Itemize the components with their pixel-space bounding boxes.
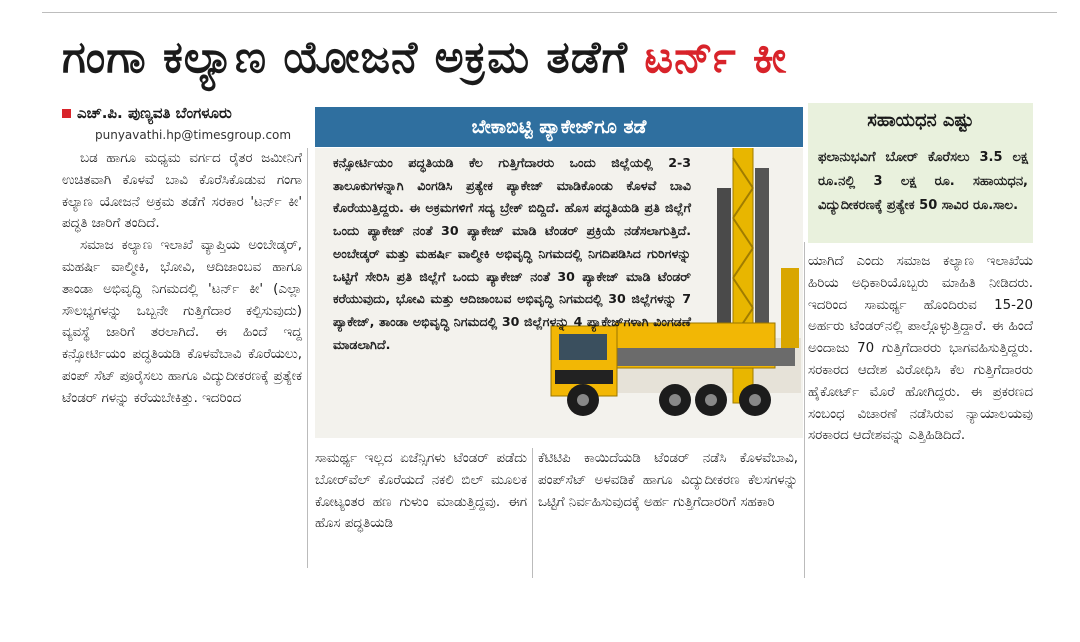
sidebar-text: ಕನ್ಸೋರ್ಟಿಯಂ ಪದ್ಧತಿಯಡಿ ಕೆಲ ಗುತ್ತಿಗೆದಾರರು ಒಂದು ಜಿಲ್ಲೆಯಲ್ಲಿ 2-3 ತಾಲೂಕುಗಳನ್ನಾಗಿ ವಿಂಗಡಿಸಿ ಪ್ರತ್ಯೇಕ ಪ್ಯಾಕೇಜ್ ಮಾಡಿಕೊಂಡು ಕೊಳವೆ ಬಾವಿ ಕೊರೆಯುತ್ತಿದ್ದರು. ಈ ಅಕ್ರಮಗಳಿಗೆ ಸದ್ಯ ಬ್ರೇಕ್ ಬಿದ್ದಿದೆ. ಹೊಸ ಪದ್ಧತಿಯಡಿ ಪ್ರತಿ ಜಿಲ್ಲೆಗೆ ಒಂದು ಪ್ಯಾಕೇಜ್ ನಂತೆ 30 ಪ್ಯಾಕೇಜ್ ಮಾಡಿ ಟೆಂಡರ್ ಪ್ರಕ್ರಿಯೆ ನಡೆಸಲಾಗುತ್ತಿದೆ. ಅಂಬೇಡ್ಕರ್ ಮತ್ತು ಮಹರ್ಷಿ ವಾಲ್ಮೀಕಿ ಅಭಿವೃದ್ಧಿ ನಿಗಮದಲ್ಲಿ ನಿಗದಿಪಡಿಸಿದ ಗುರಿಗಳನ್ನು ಒಟ್ಟಿಗೆ ಸೇರಿಸಿ ಪ್ರತಿ ಜಿಲ್ಲೆಗೆ ಒಂದು ಪ್ಯಾಕೇಜ್ ನಂತೆ 30 ಪ್ಯಾಕೇಜ್ ಮಾಡಿ ಟೆಂಡರ್ ಕರೆಯುವುದು, ಭೋವಿ ಮತ್ತು ಆದಿಜಾಂಬವ ಅಭಿವೃದ್ಧಿ ನಿಗಮದಲ್ಲಿ 30 ಜಿಲ್ಲೆಗಳನ್ನು 7 ಪ್ಯಾಕೇಜ್, ತಾಂಡಾ ಅಭಿವೃದ್ಧಿ ನಿಗಮದಲ್ಲಿ 30 ಜಿಲ್ಲೆಗಳನ್ನು 4 ಪ್ಯಾಕೇಜ್‌ಗಳಾಗಿ ವಿಂಗಡಣೆ ಮಾಡಲಾಗಿದೆ. <box>333 155 691 352</box>
byline-author: ಎಚ್.ಪಿ. ಪುಣ್ಯವತಿ ಬೆಂಗಳೂರು <box>77 104 232 122</box>
paragraph: ಸಮಾಜ ಕಲ್ಯಾಣ ಇಲಾಖೆ ವ್ಯಾಪ್ತಿಯ ಅಂಬೇಡ್ಕರ್, ಮಹರ್ಷಿ ವಾಲ್ಮೀಕಿ, ಭೋವಿ, ಆದಿಜಾಂಬವ ಹಾಗೂ ತಾಂಡಾ ಅಭಿವೃದ್ಧಿ ನಿಗಮದಲ್ಲಿ 'ಟರ್ನ್ ಕೀ' (ಎಲ್ಲಾ ಸೌಲಭ್ಯಗಳನ್ನು ಒಬ್ಬನೇ ಗುತ್ತಿಗೆದಾರ ಕಲ್ಪಿಸುವುದು) ವ್ಯವಸ್ಥೆ ಜಾರಿಗೆ ತರಲಾಗಿದೆ. ಈ ಹಿಂದೆ ಇದ್ದ ಕನ್ಸೋರ್ಟಿಯಂ ಪದ್ಧತಿಯಡಿ ಕೊಳವೆಬಾವಿ ಕೊರೆಯಲು, ಪಂಪ್ ಸೆಟ್ ಪೂರೈಸಲು ಹಾಗೂ ವಿದ್ಯುದೀಕರಣಕ್ಕೆ ಪ್ರತ್ಯೇಕ ಟೆಂಡರ್ ಗಳನ್ನು ಕರೆಯಬೇಕಿತ್ತು. ಇದರಿಂದ <box>62 238 302 406</box>
paragraph: ಸಾಮರ್ಥ್ಯ ಇಲ್ಲದ ಏಜೆನ್ಸಿಗಳು ಟೆಂಡರ್ ಪಡೆದು ಬೋರ್‌ವೆಲ್ ಕೊರೆಯದೆ ನಕಲಿ ಬಿಲ್ ಮೂಲಕ ಕೋಟ್ಯಂತರ ಹಣ ಗುಳುಂ ಮಾಡುತ್ತಿದ್ದವು. ಈಗ ಹೊಸ ಪದ್ಧತಿಯಡಿ <box>315 451 527 532</box>
sidebar-title: ಬೇಕಾಬಿಟ್ಟಿ ಪ್ಯಾಕೇಜ್‌ಗೂ ತಡೆ <box>315 107 803 147</box>
byline-email: punyavathi.hp@timesgroup.com <box>95 128 292 142</box>
byline-bullet-icon <box>62 109 71 118</box>
paragraph: ಯಾಗಿದೆ ಎಂದು ಸಮಾಜ ಕಲ್ಯಾಣ ಇಲಾಖೆಯ ಹಿರಿಯ ಅಧಿಕಾರಿಯೊಬ್ಬರು ಮಾಹಿತಿ ನೀಡಿದರು. ಇದರಿಂದ ಸಾಮರ್ಥ್ಯ ಹೊಂದಿರುವ 15-20 ಅರ್ಹರು ಟೆಂಡರ್‌ನಲ್ಲಿ ಪಾಲ್ಗೊಳ್ಳುತ್ತಿದ್ದಾರೆ. ಈ ಹಿಂದೆ ಅಂದಾಜು 70 ಗುತ್ತಿಗೆದಾರರು ಭಾಗವಹಿಸುತ್ತಿದ್ದರು. ಸರಕಾರದ ಆದೇಶ ವಿರೋಧಿಸಿ ಕೆಲ ಗುತ್ತಿಗೆದಾರರು ಹೈಕೋರ್ಟ್ ಮೊರೆ ಹೋಗಿದ್ದರು. ಈ ಪ್ರಕರಣದ ಸಂಬಂಧ ವಿಚಾರಣೆ ನಡೆಸಿರುವ ನ್ಯಾಯಾಲಯವು ಸರಕಾರದ ಆದೇಶವನ್ನು ಎತ್ತಿಹಿಡಿದಿದೆ. <box>808 254 1033 444</box>
top-rule <box>42 12 1057 13</box>
column-rule <box>307 148 308 568</box>
aid-box-text: ಫಲಾನುಭವಿಗೆ ಬೋರ್ ಕೊರೆಸಲು 3.5 ಲಕ್ಷ ರೂ.ನಲ್ಲಿ 3 ಲಕ್ಷ ರೂ. ಸಹಾಯಧನ, ವಿದ್ಯುದೀಕರಣಕ್ಕೆ ಪ್ರತ್ಯೇಕ 50 ಸಾವಿರ ರೂ.ಸಾಲ. <box>818 150 1028 213</box>
headline-highlight: ಟರ್ನ್ ಕೀ <box>644 32 788 83</box>
article-column-1 <box>62 148 302 410</box>
headline-main: ಗಂಗಾ ಕಲ್ಯಾಣ ಯೋಜನೆ ಅಕ್ರಮ ತಡೆಗೆ <box>62 32 645 83</box>
paragraph: ಕೆಟಿಟಿಪಿ ಕಾಯಿದೆಯಡಿ ಟೆಂಡರ್ ನಡೆಸಿ ಕೊಳವೆಬಾವಿ, ಪಂಪ್‌ಸೆಟ್ ಅಳವಡಿಕೆ ಹಾಗೂ ವಿದ್ಯುದೀಕರಣ ಕೆಲಸಗಳನ್ನು ಒಟ್ಟಿಗೆ ನಿರ್ವಹಿಸುವುದಕ್ಕೆ ಅರ್ಹ ಗುತ್ತಿಗೆದಾರರಿಗೆ ಸಹಕಾರಿ <box>538 451 798 510</box>
article-column-4 <box>808 251 1033 447</box>
article-column-2 <box>315 448 527 535</box>
article-column-3 <box>538 448 798 513</box>
byline <box>62 104 232 122</box>
headline <box>62 26 1052 90</box>
aid-box-title: ಸಹಾಯಧನ ಎಷ್ಟು <box>867 110 974 131</box>
column-rule <box>532 448 533 578</box>
column-rule <box>804 242 805 578</box>
paragraph: ಬಡ ಹಾಗೂ ಮಧ್ಯಮ ವರ್ಗದ ರೈತರ ಜಮೀನಿಗೆ ಉಚಿತವಾಗಿ ಕೊಳವೆ ಬಾವಿ ಕೊರೆಸಿಕೊಡುವ ಗಂಗಾ ಕಲ್ಯಾಣ ಯೋಜನೆ ಅಕ್ರಮ ತಡೆಗೆ ಸರಕಾರ 'ಟರ್ನ್ ಕೀ' ಪದ್ಧತಿ ಜಾರಿಗೆ ತಂದಿದೆ. <box>62 151 302 232</box>
